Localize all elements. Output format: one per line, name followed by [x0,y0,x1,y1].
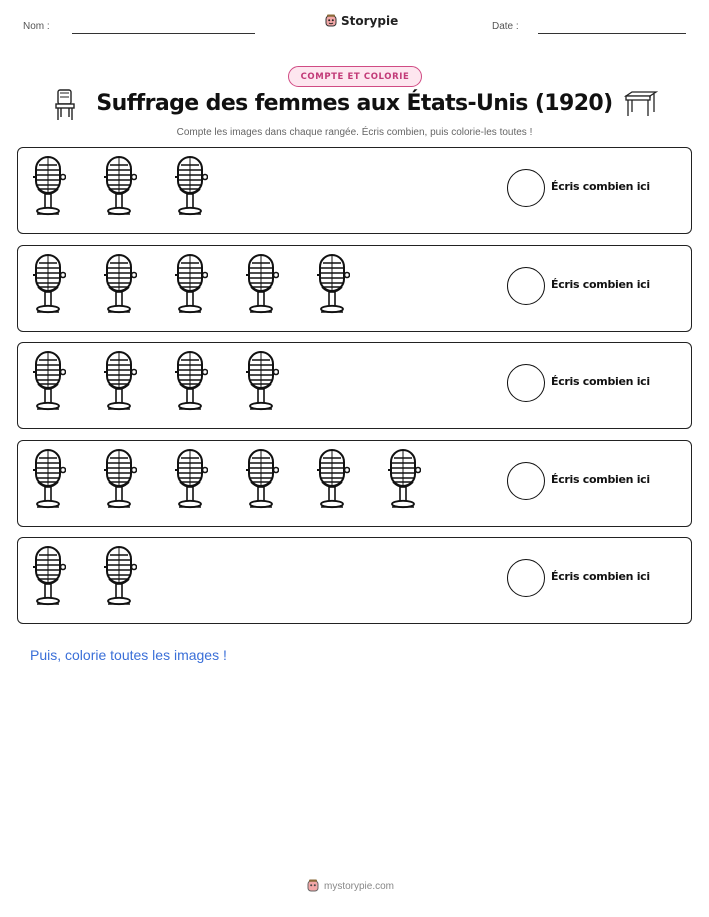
microphone-icon[interactable] [245,254,279,316]
answer-label: Écris combien ici [551,473,650,486]
storypie-mascot-icon [306,879,320,893]
microphone-icon[interactable] [32,546,66,608]
answer-circle[interactable] [507,462,545,500]
counting-row [17,147,692,234]
table-icon [624,90,658,118]
answer-label: Écris combien ici [551,180,650,193]
name-label: Nom : [23,21,50,32]
brand-name: Storypie [341,14,399,28]
coloring-note: Puis, colorie toutes les images ! [30,647,227,663]
footer-url: mystorypie.com [324,880,395,892]
microphone-icon[interactable] [174,449,208,511]
microphone-icon[interactable] [103,449,137,511]
microphone-icon[interactable] [103,546,137,608]
instructions: Compte les images dans chaque rangée. Écris combien, puis colorie-les toutes ! [176,127,533,138]
microphone-icon[interactable] [245,449,279,511]
answer-label: Écris combien ici [551,570,650,583]
microphone-icon[interactable] [32,254,66,316]
microphone-icon[interactable] [103,156,137,218]
answer-label: Écris combien ici [551,375,650,388]
worksheet-header [0,0,709,50]
microphone-icon[interactable] [174,156,208,218]
counting-row [17,342,692,429]
counting-row [17,245,692,332]
microphone-icon[interactable] [32,351,66,413]
page-title: Suffrage des femmes aux États-Unis (1920) [96,91,613,116]
counting-row [17,537,692,624]
answer-circle[interactable] [507,267,545,305]
date-line [538,33,686,34]
storypie-mascot-icon [324,14,338,28]
microphone-icon[interactable] [103,351,137,413]
counting-row [17,440,692,527]
answer-circle[interactable] [507,559,545,597]
microphone-icon[interactable] [174,351,208,413]
microphone-icon[interactable] [387,449,421,511]
microphone-icon[interactable] [316,449,350,511]
answer-circle[interactable] [507,169,545,207]
microphone-icon[interactable] [32,156,66,218]
name-line [72,33,255,34]
title-row [0,88,709,128]
answer-circle[interactable] [507,364,545,402]
page-footer [306,879,394,893]
microphone-icon[interactable] [245,351,279,413]
microphone-icon[interactable] [32,449,66,511]
microphone-icon[interactable] [316,254,350,316]
microphone-icon[interactable] [174,254,208,316]
brand-logo [324,14,398,28]
activity-badge: COMPTE ET COLORIE [288,66,422,87]
microphone-icon[interactable] [103,254,137,316]
date-label: Date : [492,21,519,32]
answer-label: Écris combien ici [551,278,650,291]
